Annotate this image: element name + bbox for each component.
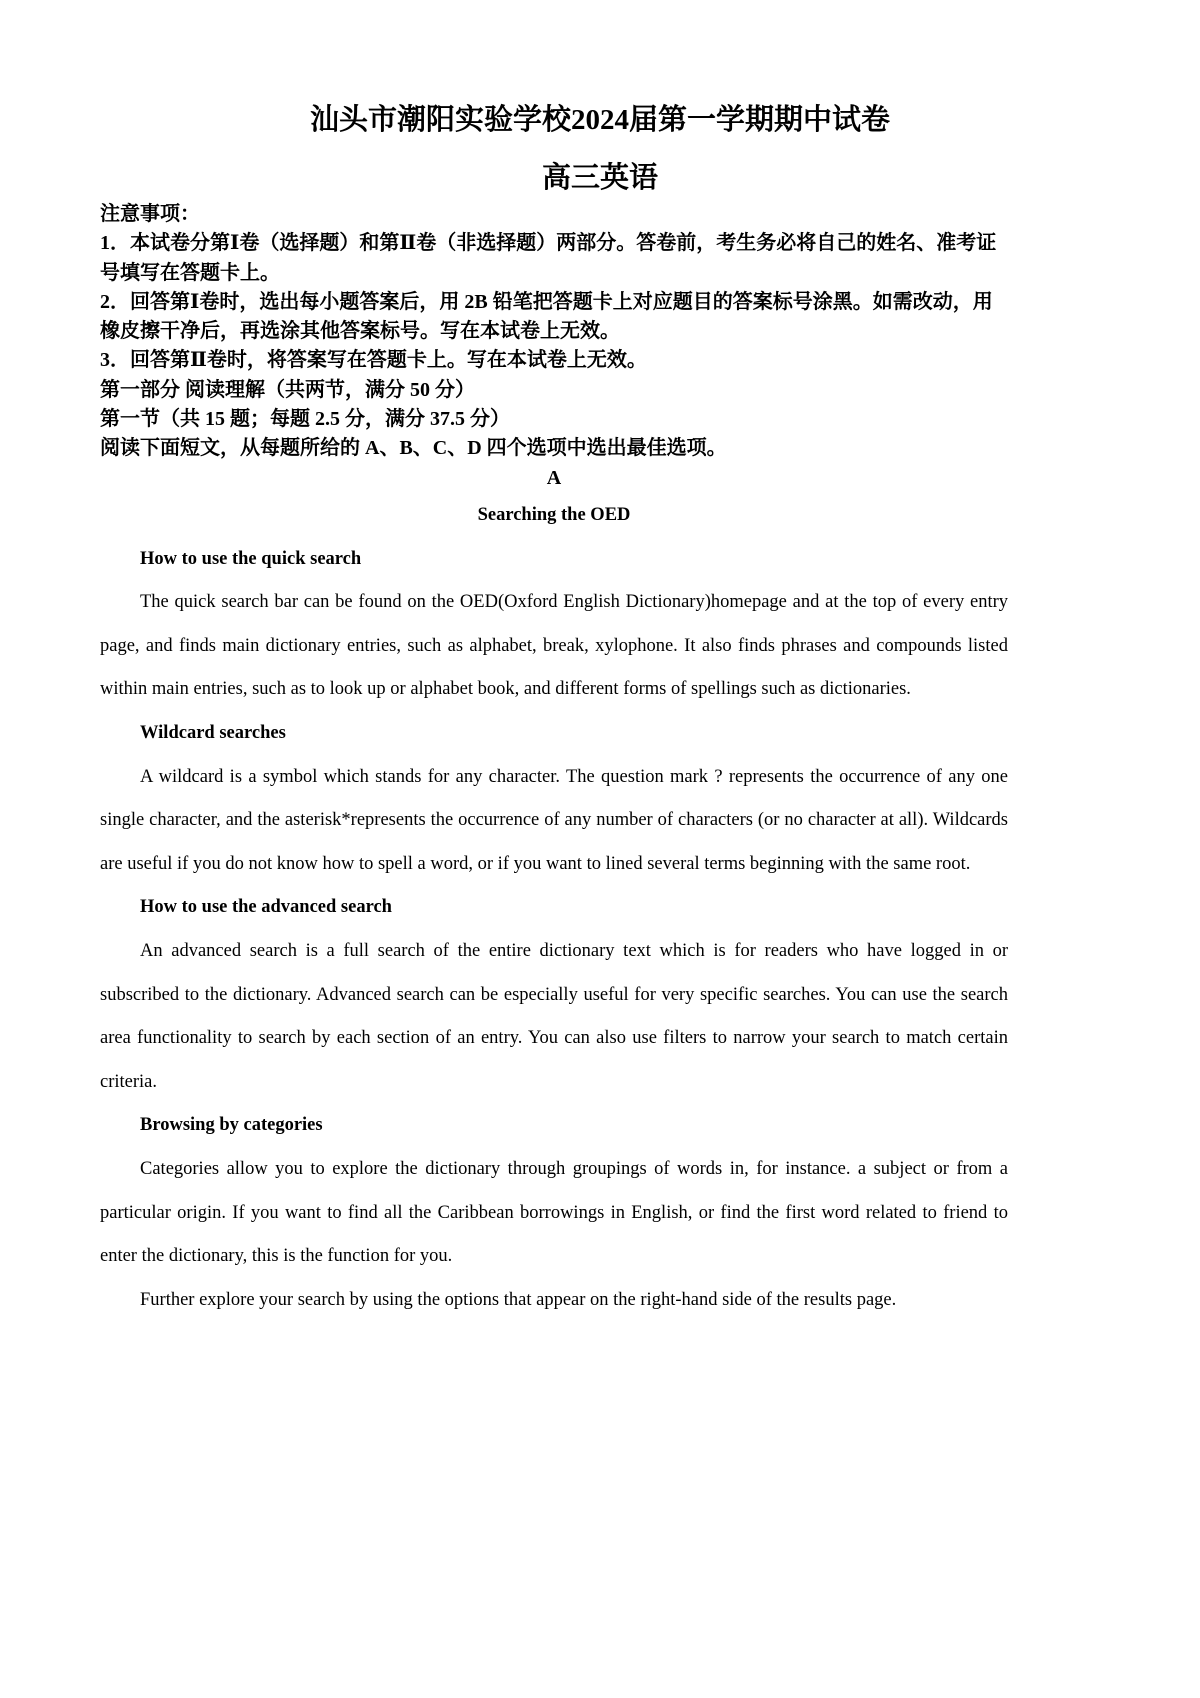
paragraph: The quick search bar can be found on the OED(Oxford English Dictionary)homepage and at the top of every entry page, and finds main dictionary entries, such as alphabet, break, xylophone. It also finds phrases and compounds listed within main entries, such as to look up or alphabet book, and different forms of spellings such as dictionaries. xyxy=(100,592,1008,700)
subsection-heading: Browsing by categories xyxy=(140,1115,323,1136)
paragraph: An advanced search is a full search of the entire dictionary text which is for readers who have logged in or subscribed to the dictionary. Advanced search can be especially useful for very specific searches. You can use the search area functionality to search by each section of an entry. You can also use filters to narrow your search to match certain criteria. xyxy=(100,940,1008,1092)
subsection-heading: How to use the advanced search xyxy=(140,897,392,918)
exam-notes xyxy=(100,200,1010,464)
exam-subject: 高三英语 xyxy=(541,162,658,194)
section-heading: 第一节（共 15 题；每题 2.5 分，满分 37.5 分） xyxy=(100,408,510,431)
instruction: 阅读下面短文，从每题所给的 A、B、C、D 四个选项中选出最佳选项。 xyxy=(100,437,727,460)
subsection-heading: Wildcard searches xyxy=(140,722,286,743)
part-heading: 第一部分 阅读理解（共两节，满分 50 分） xyxy=(100,378,475,401)
subsection-heading: How to use the quick search xyxy=(140,548,362,569)
closing-paragraph: Further explore your search by using the options that appear on the right-hand side of the results page. xyxy=(140,1289,897,1310)
exam-title: 汕头市潮阳实验学校2024届第一学期期中试卷 xyxy=(309,104,890,136)
notes-item: 1．本试卷分第Ⅰ卷（选择题）和第Ⅱ卷（非选择题）两部分。答卷前，考生务必将自己的姓名、准考证号填写在答题卡上。 xyxy=(100,232,997,284)
notes-heading: 注意事项： xyxy=(100,203,200,225)
paragraph: Categories allow you to explore the dictionary through groupings of words in, for instance. a subject or from a particular origin. If you want to find all the Caribbean borrowings in English, or find the first word related to friend to enter the dictionary, this is the function for you. xyxy=(100,1158,1008,1267)
passage-title: Searching the OED xyxy=(477,505,631,525)
notes-item: 3．回答第Ⅱ卷时，将答案写在答题卡上。写在本试卷上无效。 xyxy=(100,349,647,372)
passage-letter: A xyxy=(546,467,562,489)
reading-passage xyxy=(100,463,1008,1322)
notes-item: 2．回答第Ⅰ卷时，选出每小题答案后，用 2B 铅笔把答题卡上对应题目的答案标号涂黑。如需改动，用橡皮擦干净后，再选涂其他答案标号。写在本试卷上无效。 xyxy=(100,290,993,343)
paragraph: A wildcard is a symbol which stands for any character. The question mark ? represents the occurrence of any one single character, and the asterisk*represents the occurrence of any number of characters (or no character at all). Wildcards are useful if you do not know how to spell a word, or if you want to lined several terms beginning with the same root. xyxy=(100,766,1008,874)
